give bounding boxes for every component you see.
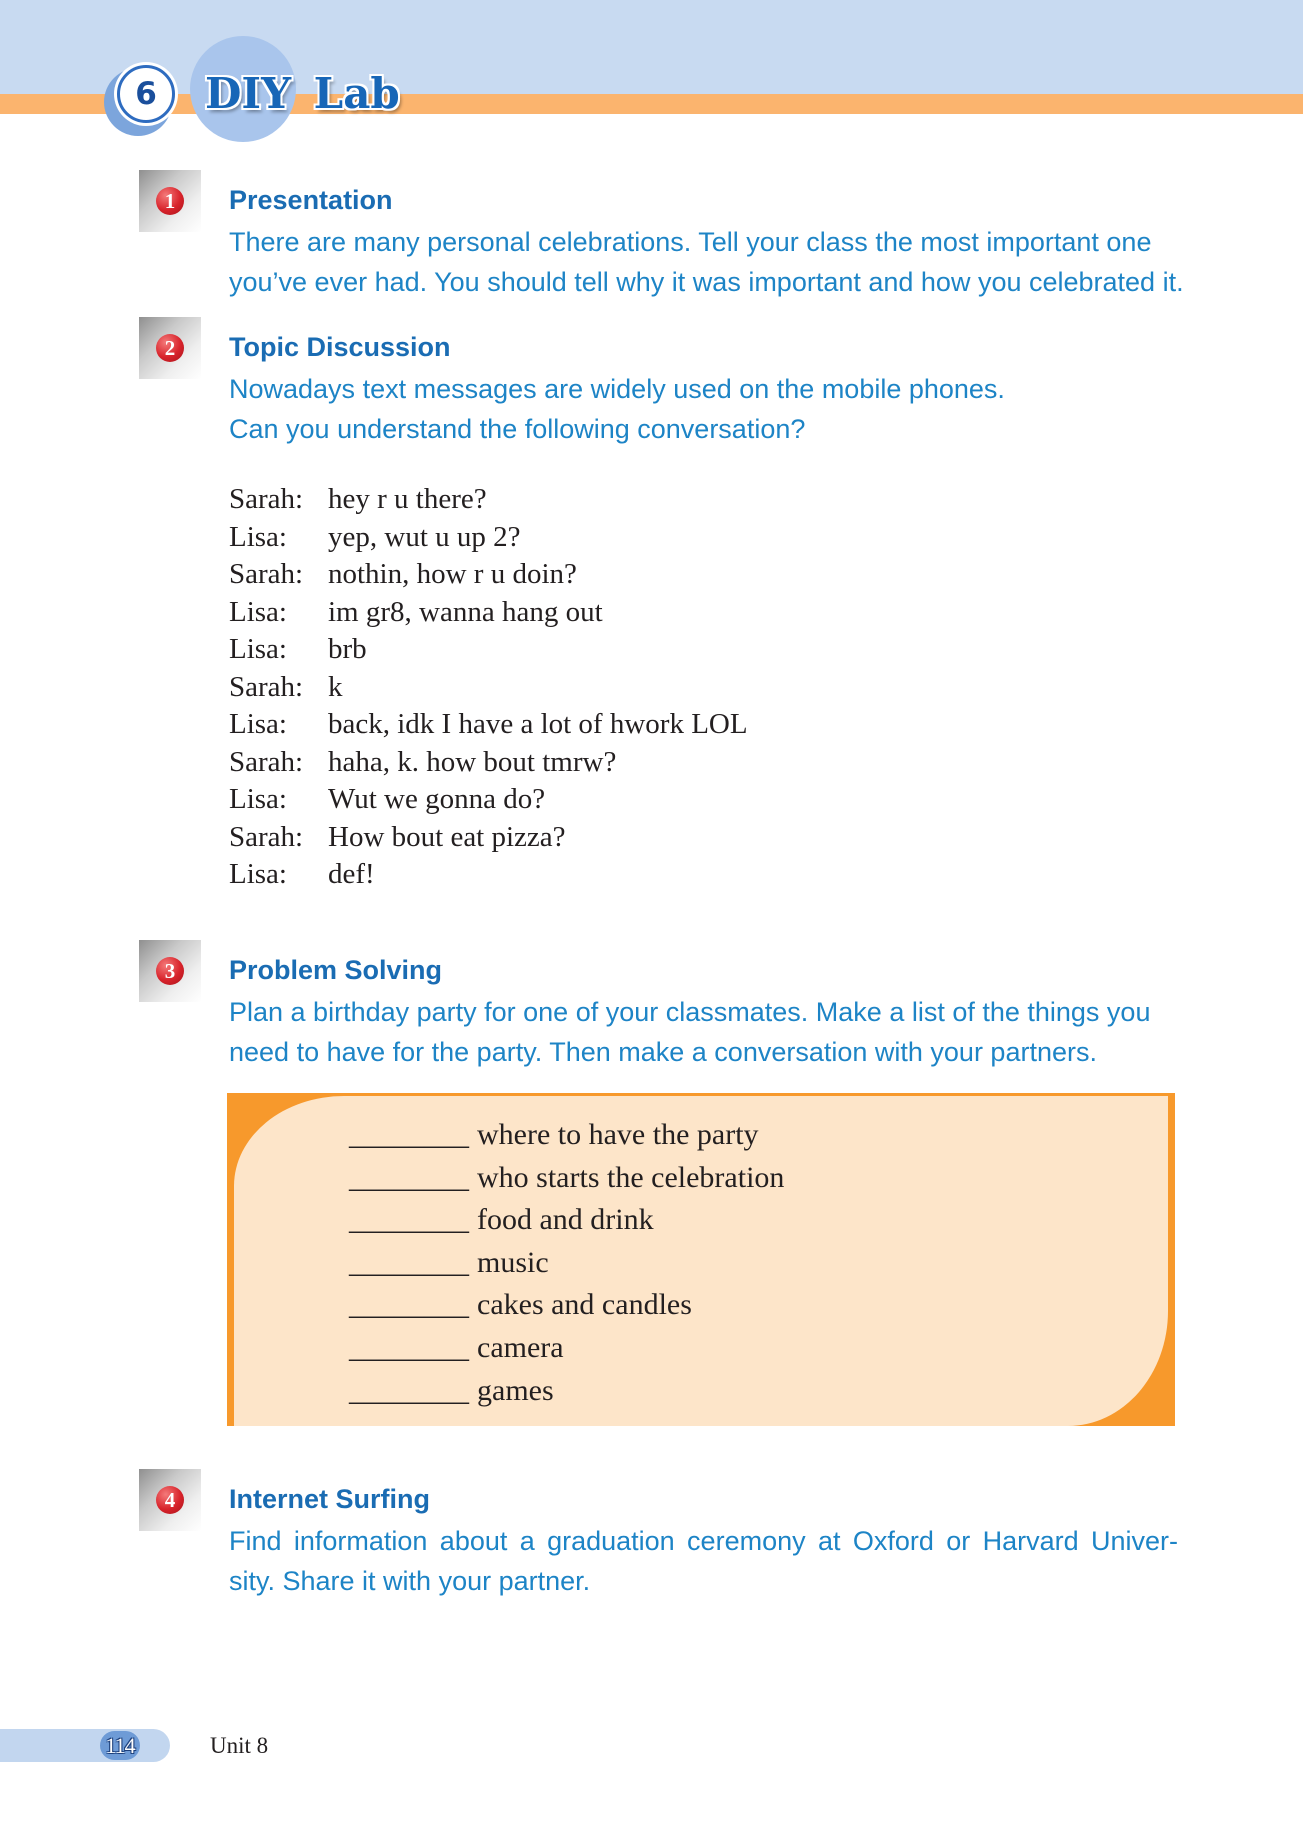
- dialogue-text: im gr8, wanna hang out: [328, 595, 603, 628]
- checklist-blank: ________: [349, 1160, 469, 1194]
- dialogue-speaker: Lisa:: [229, 858, 287, 890]
- footer-tab: [0, 1729, 170, 1762]
- section-text-line: There are many personal celebrations. Tell your class the most important one: [229, 227, 1152, 257]
- dialogue-line: [229, 856, 929, 894]
- checklist-item-label: games: [477, 1373, 554, 1407]
- dialogue-text: def!: [328, 858, 375, 890]
- dialogue-line: [229, 481, 929, 519]
- dialogue-line: [229, 744, 929, 782]
- section-number: 1: [156, 187, 184, 215]
- dialogue-line: [229, 556, 929, 594]
- dialogue-text: k: [328, 670, 343, 703]
- section-text-line: Can you understand the following conversation?: [229, 414, 806, 444]
- checklist-blank: ________: [349, 1373, 469, 1407]
- section-number: 3: [156, 957, 184, 985]
- dialogue-text: hey r u there?: [328, 483, 487, 515]
- section-number-marker: [139, 170, 201, 232]
- section-number: 4: [156, 1486, 184, 1514]
- dialogue-text: nothin, how r u doin?: [328, 558, 577, 590]
- checklist-item: [349, 1157, 784, 1200]
- checklist-blank: ________: [349, 1245, 469, 1279]
- dialogue-speaker: Lisa:: [229, 633, 287, 665]
- dialogue-speaker: Sarah:: [229, 745, 304, 778]
- dialogue-speaker: Sarah:: [229, 670, 304, 703]
- unit-number-badge: 6: [117, 65, 175, 123]
- checklist-item-label: where to have the party: [477, 1118, 759, 1151]
- checklist-blank: ________: [349, 1118, 469, 1151]
- checklist-item: [349, 1284, 784, 1327]
- checklist-blank: ________: [349, 1288, 469, 1322]
- section-heading: Internet Surfing: [229, 1484, 430, 1514]
- dialogue-speaker: Sarah:: [229, 820, 304, 853]
- checklist-item: [349, 1242, 784, 1285]
- checklist-item-label: music: [477, 1245, 549, 1279]
- section-text: [229, 1521, 1189, 1601]
- section-number: 2: [156, 334, 184, 362]
- checklist-item-label: who starts the celebration: [477, 1160, 785, 1194]
- dialogue-line: [229, 594, 929, 632]
- section-text: [229, 222, 1189, 302]
- section-topic-discussion: [164, 331, 1189, 449]
- section-heading: Problem Solving: [229, 955, 443, 985]
- section-text-line: Plan a birthday party for one of your classmates. Make a list of the things you: [229, 997, 1151, 1027]
- section-internet-surfing: [164, 1483, 1189, 1601]
- dialogue-speaker: Lisa:: [229, 520, 287, 553]
- checklist-item-label: food and drink: [477, 1203, 654, 1237]
- section-presentation: [164, 184, 1189, 302]
- section-heading: Topic Discussion: [229, 332, 451, 362]
- section-text: [229, 992, 1189, 1072]
- dialogue-speaker: Lisa:: [229, 708, 287, 740]
- checklist-blank: ________: [349, 1203, 469, 1237]
- dialogue-text: yep, wut u up 2?: [328, 520, 521, 553]
- party-checklist-box: [227, 1093, 1175, 1426]
- dialogue-text: haha, k. how bout tmrw?: [328, 745, 617, 778]
- dialogue-text: back, idk I have a lot of hwork LOL: [328, 708, 748, 740]
- section-text-line: Nowadays text messages are widely used on the mobile phones.: [229, 374, 1005, 404]
- section-number-marker: [139, 1469, 201, 1531]
- dialogue-speaker: Lisa:: [229, 595, 287, 628]
- dialogue-speaker: Lisa:: [229, 783, 287, 815]
- section-number-marker: [139, 940, 201, 1002]
- section-text-line: sity. Share it with your partner.: [229, 1566, 591, 1596]
- section-heading: Presentation: [229, 185, 393, 215]
- dialogue-text: Wut we gonna do?: [328, 783, 546, 815]
- checklist-item: [349, 1114, 784, 1157]
- checklist-item: [349, 1199, 784, 1242]
- dialogue-line: [229, 669, 929, 707]
- party-checklist: [349, 1114, 784, 1412]
- checklist-item: [349, 1370, 784, 1413]
- page-number: 114: [100, 1731, 140, 1760]
- section-text: [229, 369, 1189, 449]
- checklist-item: [349, 1327, 784, 1370]
- dialogue-text: How bout eat pizza?: [328, 820, 566, 853]
- dialogue-line: [229, 631, 929, 669]
- dialogue-line: [229, 519, 929, 557]
- dialogue-text: brb: [328, 633, 367, 665]
- dialogue-speaker: Sarah:: [229, 483, 304, 515]
- dialogue-speaker: Sarah:: [229, 558, 304, 590]
- dialogue-line: [229, 819, 929, 857]
- dialogue-line: [229, 781, 929, 819]
- section-problem-solving: [164, 954, 1189, 1072]
- page-title: DIY Lab: [205, 69, 400, 118]
- unit-label: Unit 8: [210, 1733, 269, 1758]
- dialogue-line: [229, 706, 929, 744]
- text-message-conversation: [229, 481, 929, 894]
- section-text-line: Find information about a graduation ceremony at Oxford or Harvard Univer-: [229, 1526, 1178, 1556]
- checklist-item-label: camera: [477, 1330, 564, 1364]
- checklist-blank: ________: [349, 1330, 469, 1364]
- section-number-marker: [139, 317, 201, 379]
- checklist-item-label: cakes and candles: [477, 1288, 692, 1322]
- party-checklist-panel: [234, 1096, 1168, 1426]
- section-text-line: you’ve ever had. You should tell why it was important and how you celebrated it.: [229, 267, 1184, 297]
- section-text-line: need to have for the party. Then make a conversation with your partners.: [229, 1037, 1097, 1067]
